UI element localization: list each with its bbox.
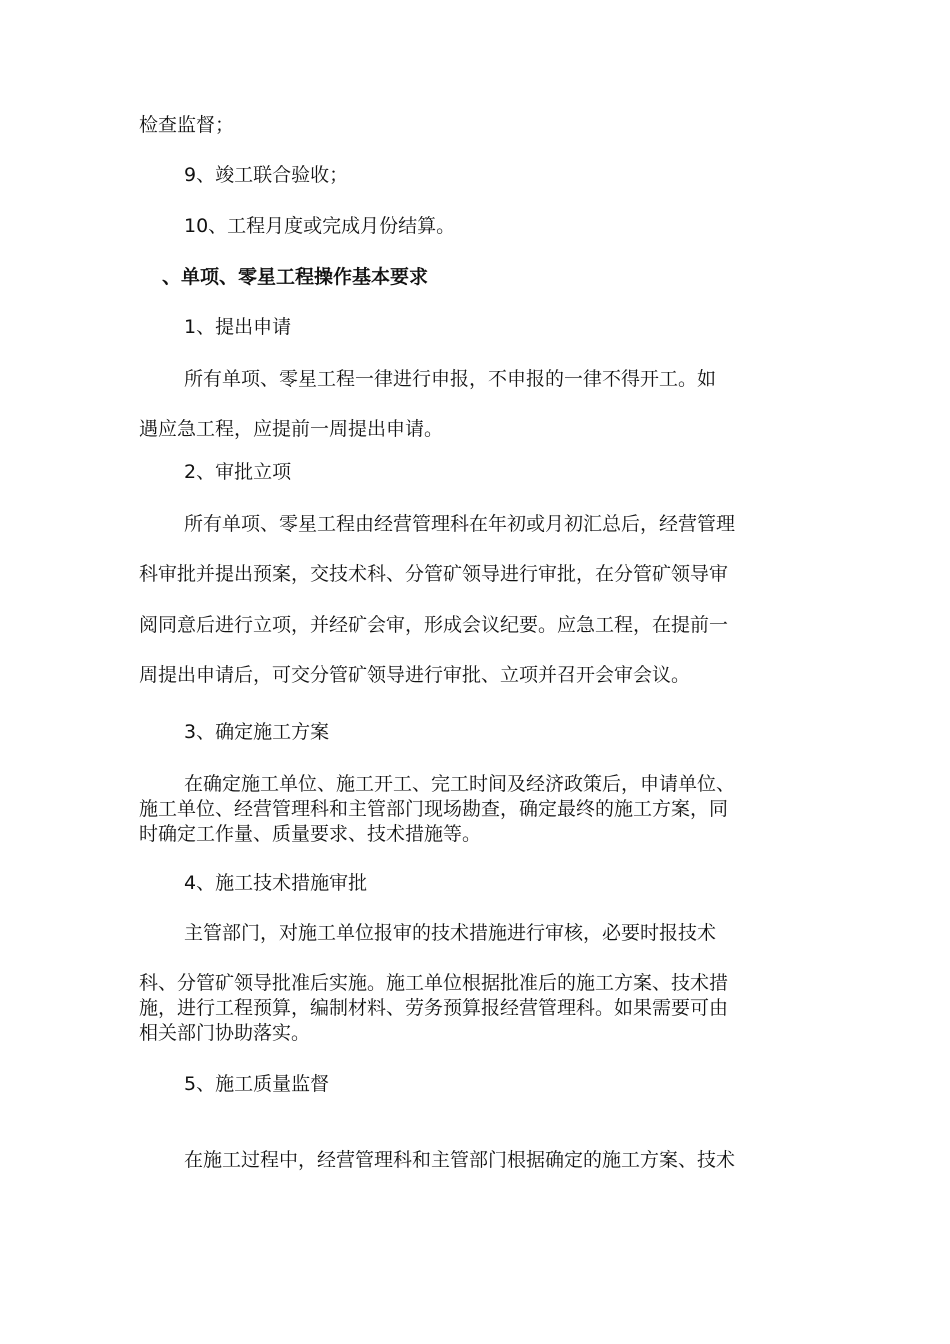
paragraph-line: 相关部门协助落实。: [139, 1022, 311, 1044]
paragraph-line: 所有单项、零星工程由经营管理科在年初或月初汇总后，经营管理: [184, 513, 736, 535]
subheading-1: 1、提出申请: [184, 316, 292, 338]
paragraph-line: 时确定工作量、质量要求、技术措施等。: [139, 823, 482, 845]
paragraph-line: 科审批并提出预案，交技术科、分管矿领导进行审批，在分管矿领导审: [139, 563, 729, 585]
section-heading: 、单项、零星工程操作基本要求: [162, 266, 429, 288]
list-item-10: 10、工程月度或完成月份结算。: [184, 215, 456, 237]
text-line-1: 检查监督；: [139, 114, 235, 136]
paragraph-line: 在确定施工单位、施工开工、完工时间及经济政策后，申请单位、: [184, 773, 736, 795]
subheading-5: 5、施工质量监督: [184, 1073, 330, 1095]
subheading-2: 2、审批立项: [184, 461, 292, 483]
list-item-9: 9、竣工联合验收；: [184, 164, 349, 186]
paragraph-line: 周提出申请后，可交分管矿领导进行审批、立项并召开会审会议。: [139, 664, 691, 686]
paragraph-line: 所有单项、零星工程一律进行申报，不申报的一律不得开工。如: [184, 368, 717, 390]
subheading-3: 3、确定施工方案: [184, 721, 330, 743]
paragraph-line: 施工单位、经营管理科和主管部门现场勘查，确定最终的施工方案，同: [139, 798, 729, 820]
paragraph-line: 遇应急工程，应提前一周提出申请。: [139, 418, 444, 440]
paragraph-line: 施，进行工程预算，编制材料、劳务预算报经营管理科。如果需要可由: [139, 997, 729, 1019]
paragraph-line: 在施工过程中，经营管理科和主管部门根据确定的施工方案、技术: [184, 1149, 736, 1171]
paragraph-line: 科、分管矿领导批准后实施。施工单位根据批准后的施工方案、技术措: [139, 972, 729, 994]
subheading-4: 4、施工技术措施审批: [184, 872, 368, 894]
paragraph-line: 主管部门，对施工单位报审的技术措施进行审核，必要时报技术: [184, 922, 717, 944]
paragraph-line: 阅同意后进行立项，并经矿会审，形成会议纪要。应急工程，在提前一: [139, 614, 729, 636]
